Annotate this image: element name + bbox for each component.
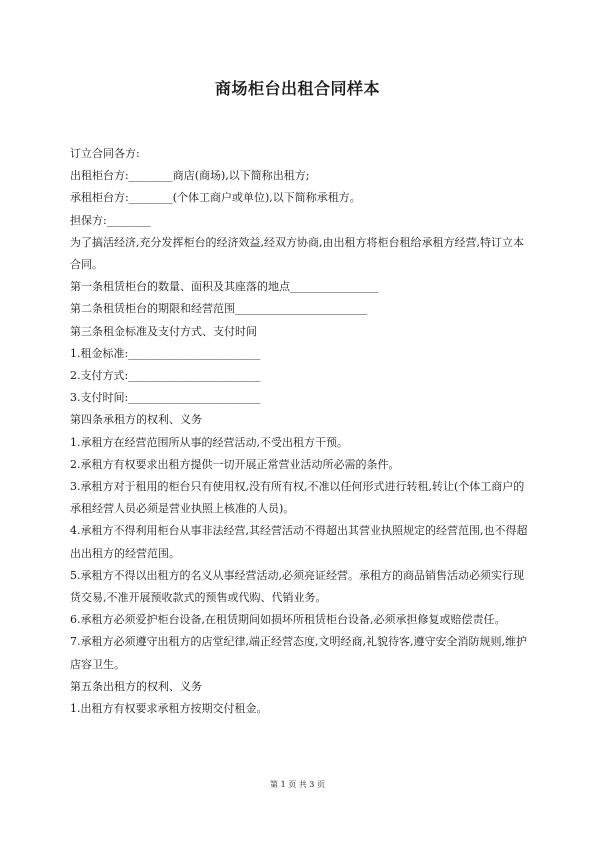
lessee-line: 承租柜台方:________(个体工商户或单位),以下简称承租方。 bbox=[70, 191, 361, 205]
preamble-paragraph: 为了搞活经济,充分发挥柜台的经济效益,经双方协商,由出租方将柜台租给承租方经营,特订立本合同。 bbox=[70, 235, 524, 272]
article-3: 第三条租金标准及支付方式、支付时间 bbox=[70, 324, 257, 338]
article-4-item-3: 3.承租方对于租用的柜台只有使用权,没有所有权,不准以任何形式进行转租,转让(个体工商户的承租经营人员必须是营业执照上核准的人员)。 bbox=[70, 480, 525, 516]
page-footer: 第 1 页 共 3 页 bbox=[270, 780, 325, 789]
document-body bbox=[70, 143, 530, 720]
article-2: 第二条租赁柜台的期限和经营范围________________________ bbox=[70, 302, 367, 316]
parties-heading: 订立合同各方: bbox=[70, 147, 140, 160]
article-4: 第四条承租方的权利、义务 bbox=[70, 413, 202, 427]
article-3-item-2: 2.支付方式:________________________ bbox=[70, 369, 261, 383]
guarantor-line: 担保方:________ bbox=[70, 213, 151, 227]
article-5-item-1: 1.出租方有权要求承租方按期交付租金。 bbox=[70, 702, 268, 716]
article-1: 第一条租赁柜台的数量、面积及其座落的地点________________ bbox=[70, 280, 378, 294]
article-3-item-1: 1.租金标准:________________________ bbox=[70, 346, 261, 360]
article-3-item-3: 3.支付时间:________________________ bbox=[70, 391, 261, 405]
article-4-item-6: 6.承租方必须爱护柜台设备,在租赁期间如损坏所租赁柜台设备,必须承担修复或赔偿责任。 bbox=[70, 613, 506, 627]
article-4-item-5: 5.承租方不得以出租方的名义从事经营活动,必须亮证经营。承租方的商品销售活动必须实行现货交易,不准开展预收款式的预售或代购、代销业务。 bbox=[70, 568, 524, 605]
article-4-item-2: 2.承租方有权要求出租方提供一切开展正常营业活动所必需的条件。 bbox=[70, 457, 400, 471]
article-4-item-1: 1.承租方在经营范围所从事的经营活动,不受出租方干预。 bbox=[70, 435, 348, 449]
lessor-line: 出租柜台方:________商店(商场),以下简称出租方; bbox=[70, 169, 310, 183]
article-5: 第五条出租方的权利、义务 bbox=[70, 679, 202, 693]
article-4-item-4: 4.承租方不得利用柜台从事非法经营,其经营活动不得超出其营业执照规定的经营范围,也不得超出出租方的经营范围。 bbox=[70, 524, 528, 560]
document-title: 商场柜台出租合同样本 bbox=[214, 79, 380, 98]
article-4-item-7: 7.承租方必须遵守出租方的店堂纪律,端正经营态度,文明经商,礼貌待客,遵守安全消防规则,维护店容卫生。 bbox=[70, 635, 527, 671]
